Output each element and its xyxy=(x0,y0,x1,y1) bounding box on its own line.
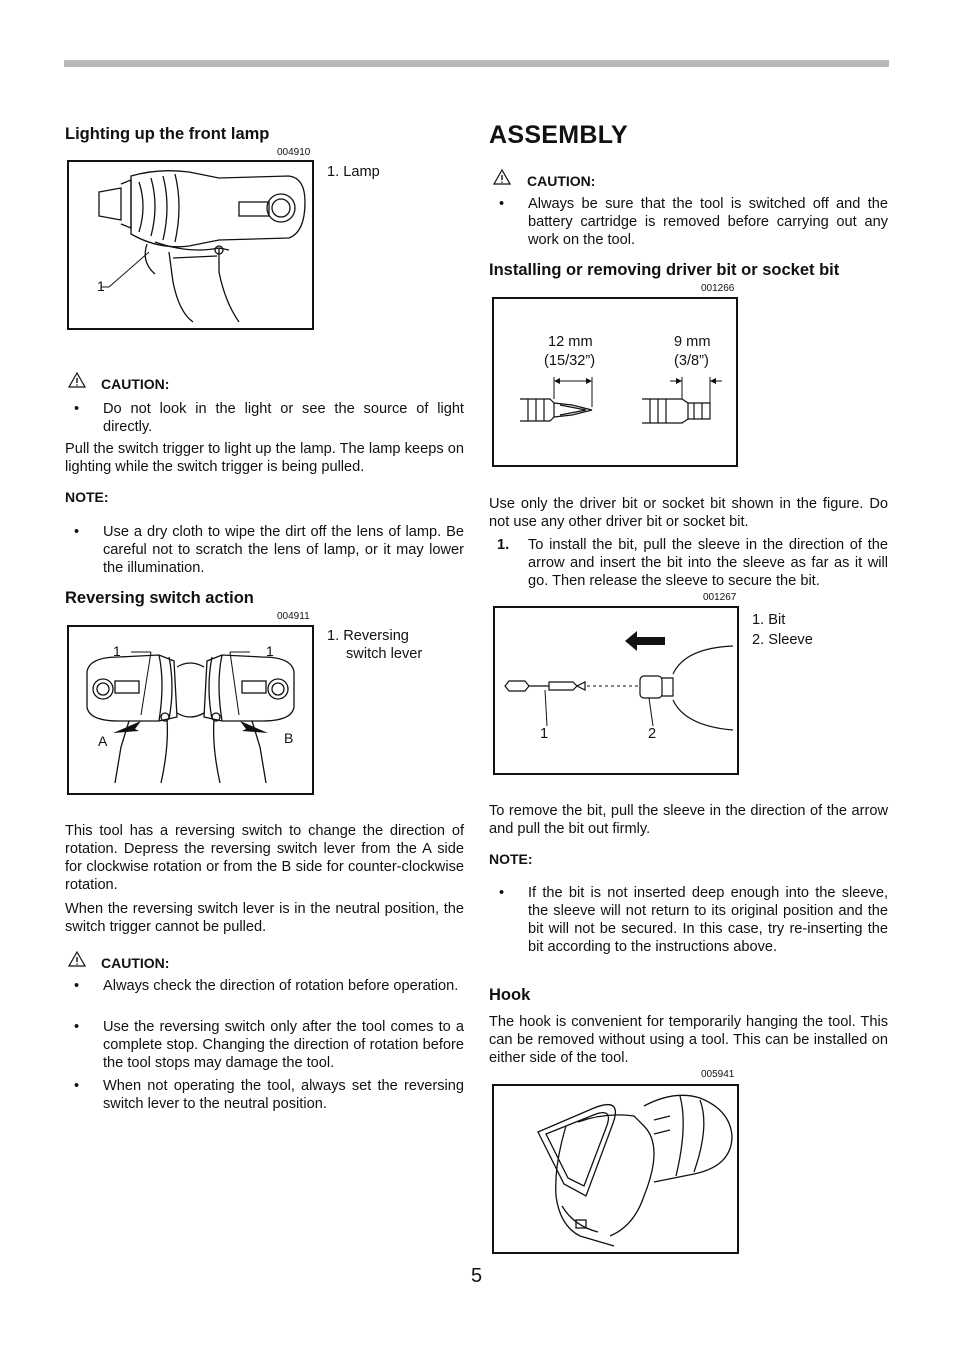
header-rule xyxy=(64,60,889,67)
warning-triangle-icon xyxy=(493,169,511,185)
page-number: 5 xyxy=(471,1265,483,1287)
bullet-dot: • xyxy=(499,885,505,901)
lamp-legend: 1. Lamp xyxy=(327,164,380,180)
warning-triangle-icon xyxy=(68,951,86,967)
bit-dim-12mm-inch: (15/32”) xyxy=(544,353,596,369)
lamp-figure xyxy=(67,160,314,330)
caution-lamp-item xyxy=(74,400,464,436)
caution-label-assembly: CAUTION: xyxy=(527,173,596,189)
lamp-paragraph: Pull the switch trigger to light up the lamp. The lamp keeps on lighting while the switch trigger is being pulled. xyxy=(65,441,464,475)
reversing-figure-code: 004911 xyxy=(277,611,310,622)
reversing-label-a: A xyxy=(98,733,108,749)
reversing-heading: Reversing switch action xyxy=(65,589,254,607)
step-number: 1. xyxy=(497,537,510,553)
caution-assembly-item xyxy=(499,195,888,249)
bit-heading: Installing or removing driver bit or socket bit xyxy=(489,261,840,279)
reversing-paragraph-1: This tool has a reversing switch to change the direction of rotation. Depress the reversing switch lever from the A side for clockwise rotation or from the B side for counter-clockwise rotation. xyxy=(65,823,464,893)
reversing-label-b: B xyxy=(284,730,294,746)
bit-figure-code: 001266 xyxy=(701,283,735,294)
bit-figure xyxy=(492,297,738,467)
bit-dimensions-illustration xyxy=(494,299,736,465)
hook-figure xyxy=(492,1084,739,1254)
bit-sleeve-illustration xyxy=(495,608,737,773)
reversing-legend-line2: switch lever xyxy=(346,646,423,662)
hook-figure-code: 005941 xyxy=(701,1069,735,1080)
bullet-dot: • xyxy=(74,524,80,540)
caution-reversing-item-2 xyxy=(74,1018,464,1072)
bullet-dot: • xyxy=(74,1078,80,1094)
note-bit-item xyxy=(499,884,888,956)
note-label-lamp: NOTE: xyxy=(65,489,109,505)
caution-reversing-text: Use the reversing switch only after the tool comes to a complete stop. Changing the direction of rotation before the tool stops may damage the tool. xyxy=(103,1019,464,1071)
hook-paragraph: The hook is convenient for temporarily hanging the tool. This can be removed without using a tool. This can be installed on either side of the tool. xyxy=(489,1014,888,1066)
hook-heading: Hook xyxy=(489,986,531,1004)
sleeve-legend-bit: 1. Bit xyxy=(752,612,786,628)
sleeve-callout-2: 2 xyxy=(648,726,657,742)
reversing-callout-1-left: 1 xyxy=(113,643,121,659)
caution-reversing-item-1 xyxy=(74,977,464,995)
bullet-dot: • xyxy=(499,196,505,212)
caution-reversing-text: When not operating the tool, always set the reversing switch lever to the neutral position. xyxy=(103,1078,464,1112)
caution-reversing-item-3 xyxy=(74,1077,464,1113)
caution-reversing-text: Always check the direction of rotation before operation. xyxy=(103,978,459,994)
lamp-heading: Lighting up the front lamp xyxy=(65,125,270,143)
caution-label-reversing: CAUTION: xyxy=(101,955,170,971)
bit-dim-9mm: 9 mm xyxy=(674,334,711,350)
reversing-paragraph-2: When the reversing switch lever is in the neutral position, the switch trigger cannot be pulled. xyxy=(65,901,464,935)
remove-paragraph: To remove the bit, pull the sleeve in the direction of the arrow and pull the bit out firmly. xyxy=(489,803,888,837)
sleeve-figure-code: 001267 xyxy=(703,592,737,603)
reversing-callout-1-right: 1 xyxy=(266,643,274,659)
reversing-figure xyxy=(67,625,314,795)
caution-lamp-text: Do not look in the light or see the source of light directly. xyxy=(103,401,464,435)
sleeve-callout-1: 1 xyxy=(540,726,549,742)
caution-assembly-text: Always be sure that the tool is switched off and the battery cartridge is removed before carrying out any work on the tool. xyxy=(528,196,888,248)
assembly-heading: ASSEMBLY xyxy=(489,121,629,149)
note-bit-text: If the bit is not inserted deep enough into the sleeve, the sleeve will not return to its original position and the bit will not be secured. In this case, try re-inserting the bit according to the instructions above. xyxy=(528,885,888,955)
warning-triangle-icon xyxy=(68,372,86,388)
install-step-1 xyxy=(497,536,888,590)
bit-paragraph: Use only the driver bit or socket bit shown in the figure. Do not use any other driver bit or socket bit. xyxy=(489,496,888,530)
bit-dim-12mm: 12 mm xyxy=(548,334,593,350)
sleeve-figure xyxy=(493,606,739,775)
note-label-bit: NOTE: xyxy=(489,851,533,867)
note-lamp-item xyxy=(74,523,464,577)
note-lamp-text: Use a dry cloth to wipe the dirt off the lens of lamp. Be careful not to scratch the lens of lamp, or it may lower the illumination. xyxy=(103,524,464,576)
caution-label-lamp: CAUTION: xyxy=(101,376,170,392)
reversing-legend-line1: 1. Reversing xyxy=(327,628,409,644)
install-step-text: To install the bit, pull the sleeve in the direction of the arrow and insert the bit into the sleeve as far as it will go. Then release the sleeve to secure the bit. xyxy=(528,537,888,589)
bullet-dot: • xyxy=(74,401,80,417)
impact-driver-illustration xyxy=(69,162,312,328)
bullet-dot: • xyxy=(74,978,80,994)
bit-dim-9mm-inch: (3/8”) xyxy=(674,353,709,369)
reversing-switch-illustration xyxy=(69,627,312,793)
lamp-callout-1: 1 xyxy=(97,278,105,294)
bullet-dot: • xyxy=(74,1019,80,1035)
hook-illustration xyxy=(494,1086,737,1252)
lamp-figure-code: 004910 xyxy=(277,147,311,158)
sleeve-legend-sleeve: 2. Sleeve xyxy=(752,632,813,648)
